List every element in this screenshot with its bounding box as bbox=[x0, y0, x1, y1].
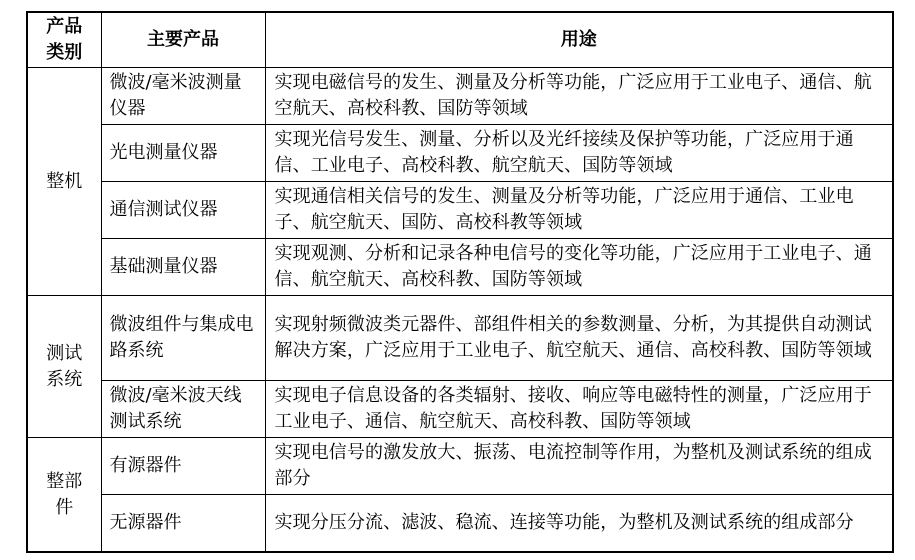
product-cell: 微波/毫米波测量仪器 bbox=[101, 68, 265, 125]
header-product: 主要产品 bbox=[101, 12, 265, 68]
table-row bbox=[27, 68, 893, 125]
usage-cell: 实现观测、分析和记录各种电信号的变化等功能，广泛应用于工业电子、通信、航空航天、高校科教、国防等领域 bbox=[265, 239, 893, 296]
table-row bbox=[27, 495, 893, 553]
table-row bbox=[27, 296, 893, 381]
header-category: 产品类别 bbox=[27, 12, 101, 68]
usage-cell: 实现分压分流、滤波、稳流、连接等功能，为整机及测试系统的组成部分 bbox=[265, 495, 893, 553]
category-cell: 测试系统 bbox=[27, 296, 101, 438]
product-cell: 有源器件 bbox=[101, 438, 265, 495]
table-row bbox=[27, 381, 893, 438]
product-cell: 通信测试仪器 bbox=[101, 182, 265, 239]
usage-cell: 实现电子信息设备的各类辐射、接收、响应等电磁特性的测量，广泛应用于工业电子、通信、航空航天、高校科教、国防等领域 bbox=[265, 381, 893, 438]
usage-cell: 实现通信相关信号的发生、测量及分析等功能，广泛应用于通信、工业电子、航空航天、国防、高校科教等领域 bbox=[265, 182, 893, 239]
product-cell: 微波/毫米波天线测试系统 bbox=[101, 381, 265, 438]
table-row bbox=[27, 182, 893, 239]
product-cell: 微波组件与集成电路系统 bbox=[101, 296, 265, 381]
category-cell: 整部件 bbox=[27, 438, 101, 553]
usage-cell: 实现射频微波类元器件、部组件相关的参数测量、分析，为其提供自动测试解决方案，广泛应用于工业电子、航空航天、通信、高校科教、国防等领域 bbox=[265, 296, 893, 381]
product-cell: 基础测量仪器 bbox=[101, 239, 265, 296]
usage-cell: 实现电磁信号的发生、测量及分析等功能，广泛应用于工业电子、通信、航空航天、高校科教、国防等领域 bbox=[265, 68, 893, 125]
product-cell: 光电测量仪器 bbox=[101, 125, 265, 182]
header-usage: 用途 bbox=[265, 12, 893, 68]
usage-cell: 实现光信号发生、测量、分析以及光纤接续及保护等功能，广泛应用于通信、工业电子、高校科教、航空航天、国防等领域 bbox=[265, 125, 893, 182]
document-page bbox=[26, 11, 894, 553]
table-row bbox=[27, 438, 893, 495]
table-row bbox=[27, 239, 893, 296]
category-cell: 整机 bbox=[27, 68, 101, 296]
product-usage-table bbox=[26, 11, 894, 553]
table-header-row bbox=[27, 12, 893, 68]
table-row bbox=[27, 125, 893, 182]
product-cell: 无源器件 bbox=[101, 495, 265, 553]
usage-cell: 实现电信号的激发放大、振荡、电流控制等作用，为整机及测试系统的组成部分 bbox=[265, 438, 893, 495]
